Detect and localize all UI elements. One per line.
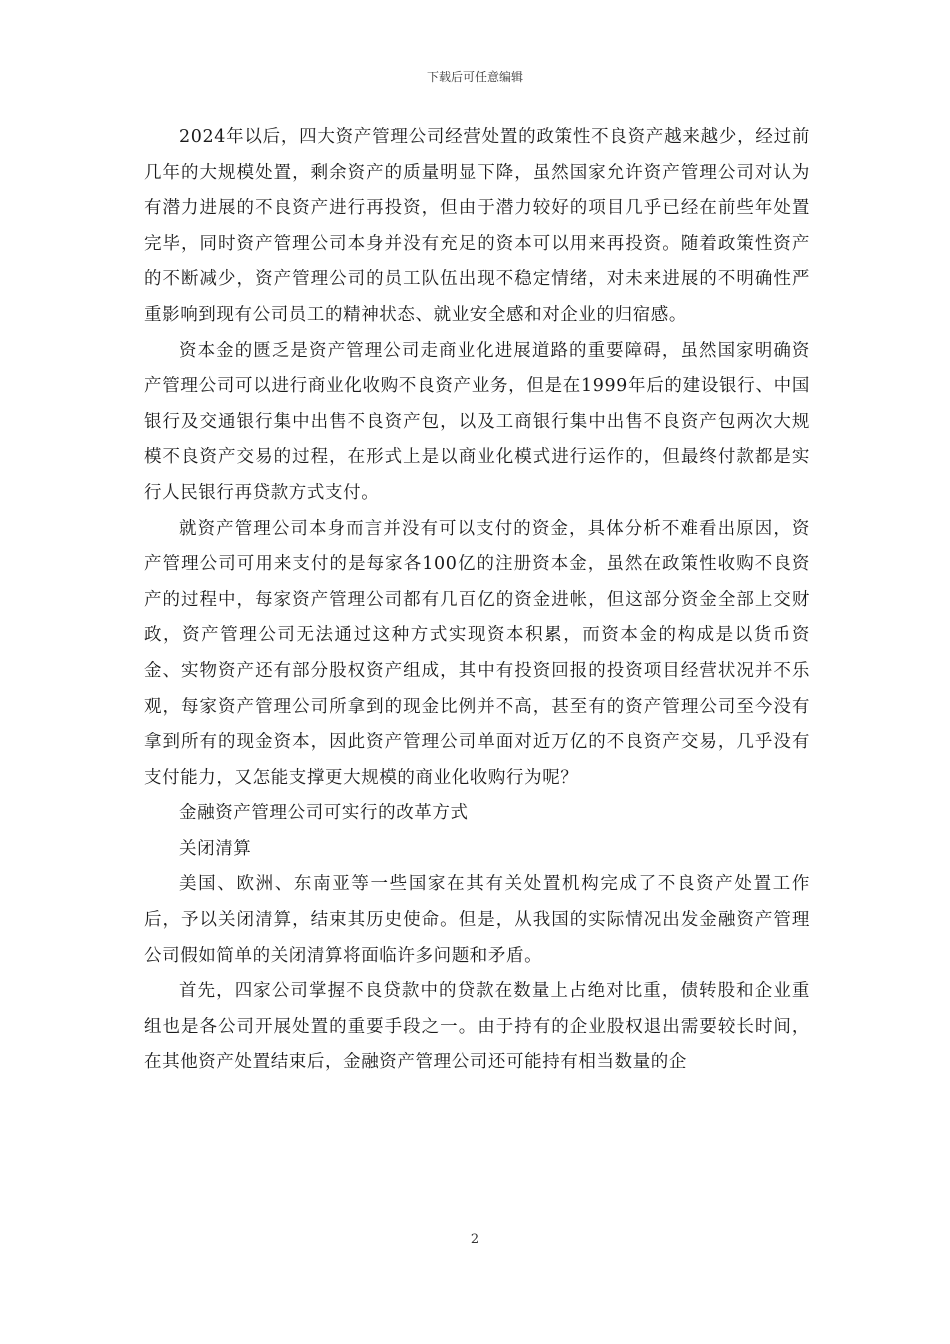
page-header: 下载后可任意编辑 xyxy=(426,70,523,84)
section-heading: 金融资产管理公司可实行的改革方式 xyxy=(179,803,469,824)
paragraph: 资本金的匮乏是资产管理公司走商业化进展道路的重要障碍，虽然国家明确资产管理公司可以进行商业化收购不良资产业务，但是在1999年后的建设银行、中国银行及交通银行集中出售不良资产包，以及工商银行集中出售不良资产包两次大规模不良资产交易的过程，在形式上是以商业化模式进行运作的，但最终付款都是实行人民银行再贷款方式支付。 xyxy=(144,340,810,503)
paragraph: 首先，四家公司掌握不良贷款中的贷款在数量上占绝对比重，债转股和企业重组也是各公司开展处置的重要手段之一。由于持有的企业股权退出需要较长时间，在其他资产处置结束后，金融资产管理公司还可能持有相当数量的企 xyxy=(144,981,810,1073)
paragraph: 2024年以后，四大资产管理公司经营处置的政策性不良资产越来越少，经过前几年的大规模处置，剩余资产的质量明显下降，虽然国家允许资产管理公司对认为有潜力进展的不良资产进行再投资，但由于潜力较好的项目几乎已经在前些年处置完毕，同时资产管理公司本身并没有充足的资本可以用来再投资。随着政策性资产的不断减少，资产管理公司的员工队伍出现不稳定情绪，对未来进展的不明确性严重影响到现有公司员工的精神状态、就业安全感和对企业的归宿感。 xyxy=(144,127,810,325)
subsection-heading: 关闭清算 xyxy=(179,838,252,859)
paragraph: 就资产管理公司本身而言并没有可以支付的资金，具体分析不难看出原因，资产管理公司可用来支付的是每家各100亿的注册资本金，虽然在政策性收购不良资产的过程中，每家资产管理公司都有几百亿的资金进帐，但这部分资金全部上交财政，资产管理公司无法通过这种方式实现资本积累，而资本金的构成是以货币资金、实物资产还有部分股权资产组成，其中有投资回报的投资项目经营状况并不乐观，每家资产管理公司所拿到的现金比例并不高，甚至有的资产管理公司至今没有拿到所有的现金资本，因此资产管理公司单面对近万亿的不良资产交易，几乎没有支付能力，又怎能支撑更大规模的商业化收购行为呢？ xyxy=(144,518,810,788)
page-number: 2 xyxy=(470,1232,480,1247)
document-body xyxy=(144,120,810,1081)
paragraph: 美国、欧洲、东南亚等一些国家在其有关处置机构完成了不良资产处置工作后，予以关闭清算，结束其历史使命。但是，从我国的实际情况出发金融资产管理公司假如简单的关闭清算将面临许多问题和矛盾。 xyxy=(144,874,810,966)
